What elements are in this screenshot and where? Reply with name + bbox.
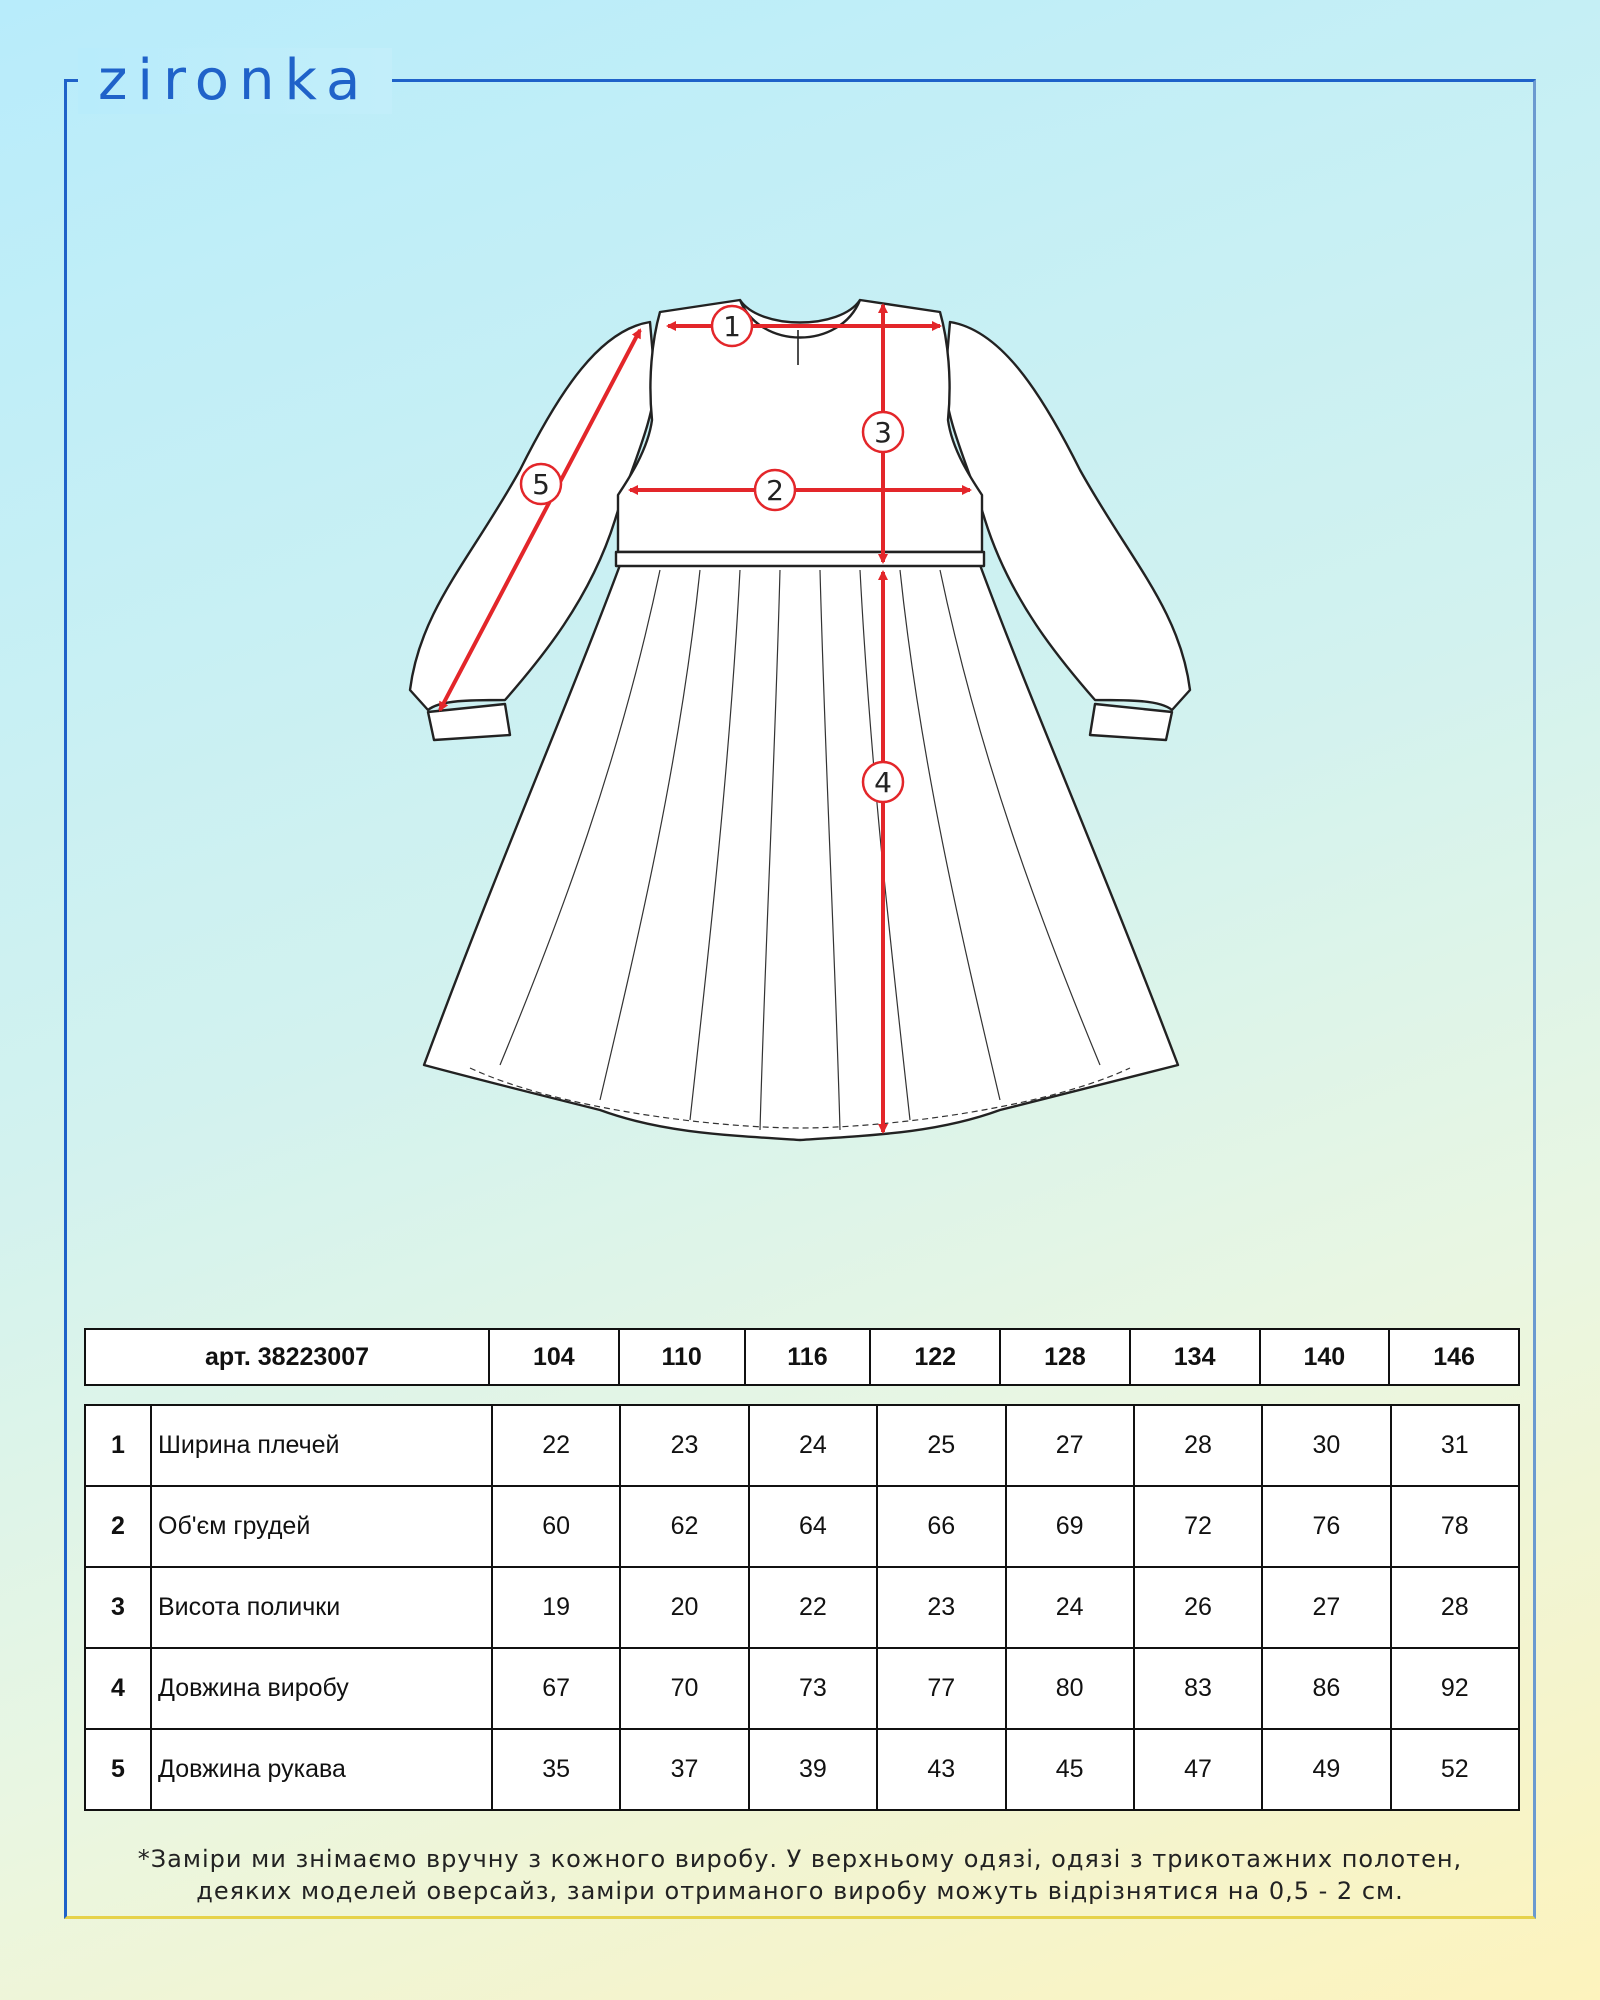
- measurement-value: 27: [1006, 1405, 1134, 1486]
- measurement-value: 77: [877, 1648, 1005, 1729]
- measurement-value: 64: [749, 1486, 877, 1567]
- measurement-value: 26: [1134, 1567, 1262, 1648]
- measurements-table: [84, 1404, 1520, 1811]
- measurement-value: 76: [1262, 1486, 1390, 1567]
- size-col: 116: [745, 1329, 871, 1385]
- measurement-value: 31: [1391, 1405, 1519, 1486]
- measurement-value: 86: [1262, 1648, 1390, 1729]
- size-col: 122: [870, 1329, 1000, 1385]
- measurement-value: 67: [492, 1648, 620, 1729]
- measurement-value: 35: [492, 1729, 620, 1810]
- measurement-value: 45: [1006, 1729, 1134, 1810]
- table-row: [85, 1729, 1519, 1810]
- measurement-value: 37: [620, 1729, 748, 1810]
- size-col: 134: [1130, 1329, 1260, 1385]
- measurement-value: 92: [1391, 1648, 1519, 1729]
- size-header-table: [84, 1328, 1520, 1386]
- measurement-value: 20: [620, 1567, 748, 1648]
- measurement-value: 28: [1391, 1567, 1519, 1648]
- measurement-value: 39: [749, 1729, 877, 1810]
- marker-2: [755, 470, 795, 510]
- size-col: 140: [1260, 1329, 1390, 1385]
- measurement-value: 25: [877, 1405, 1005, 1486]
- measurement-value: 28: [1134, 1405, 1262, 1486]
- measurement-value: 24: [749, 1405, 877, 1486]
- table-row: [85, 1405, 1519, 1486]
- svg-text:3: 3: [874, 416, 892, 449]
- right-cuff: [1090, 704, 1172, 740]
- row-number: 1: [85, 1405, 151, 1486]
- measurement-value: 69: [1006, 1486, 1134, 1567]
- measurement-value: 52: [1391, 1729, 1519, 1810]
- measurement-value: 70: [620, 1648, 748, 1729]
- measurement-value: 72: [1134, 1486, 1262, 1567]
- marker-5: [521, 464, 561, 504]
- measurement-value: 19: [492, 1567, 620, 1648]
- measurement-value: 23: [877, 1567, 1005, 1648]
- table-row: [85, 1486, 1519, 1567]
- measurement-value: 49: [1262, 1729, 1390, 1810]
- marker-3: [863, 412, 903, 452]
- measurement-value: 24: [1006, 1567, 1134, 1648]
- measurement-label: Ширина плечей: [151, 1405, 492, 1486]
- measurement-value: 62: [620, 1486, 748, 1567]
- brand-logo: zironka: [78, 48, 392, 114]
- measurement-label: Довжина рукава: [151, 1729, 492, 1810]
- measurement-label: Довжина виробу: [151, 1648, 492, 1729]
- footnote: [90, 1843, 1510, 1907]
- measurement-value: 73: [749, 1648, 877, 1729]
- measurement-value: 27: [1262, 1567, 1390, 1648]
- size-header-row: [85, 1329, 1519, 1385]
- measurement-value: 83: [1134, 1648, 1262, 1729]
- marker-4: [863, 762, 903, 802]
- table-row: [85, 1567, 1519, 1648]
- measurement-label: Об'єм грудей: [151, 1486, 492, 1567]
- size-col: 104: [489, 1329, 619, 1385]
- marker-1: [712, 306, 752, 346]
- measurement-value: 47: [1134, 1729, 1262, 1810]
- measurement-value: 66: [877, 1486, 1005, 1567]
- row-number: 3: [85, 1567, 151, 1648]
- dress-outline: [410, 300, 1190, 1140]
- svg-text:5: 5: [532, 468, 550, 501]
- row-number: 4: [85, 1648, 151, 1729]
- svg-text:4: 4: [874, 766, 892, 799]
- size-col: 146: [1389, 1329, 1519, 1385]
- measurement-value: 23: [620, 1405, 748, 1486]
- footnote-line-2: деяких моделей оверсайз, заміри отриманого виробу можуть відрізнятися на 0,5 - 2 см.: [196, 1877, 1404, 1905]
- measurement-label: Висота полички: [151, 1567, 492, 1648]
- measurement-value: 60: [492, 1486, 620, 1567]
- waistband: [616, 552, 984, 566]
- row-number: 5: [85, 1729, 151, 1810]
- measurement-value: 22: [492, 1405, 620, 1486]
- measurement-value: 78: [1391, 1486, 1519, 1567]
- svg-text:2: 2: [766, 474, 784, 507]
- measurement-value: 43: [877, 1729, 1005, 1810]
- size-col: 128: [1000, 1329, 1130, 1385]
- measurement-value: 22: [749, 1567, 877, 1648]
- row-number: 2: [85, 1486, 151, 1567]
- measurement-value: 80: [1006, 1648, 1134, 1729]
- svg-text:1: 1: [723, 310, 741, 343]
- measurement-value: 30: [1262, 1405, 1390, 1486]
- size-col: 110: [619, 1329, 745, 1385]
- table-row: [85, 1648, 1519, 1729]
- footnote-line-1: *Заміри ми знімаємо вручну з кожного виробу. У верхньому одязі, одязі з трикотажних полотен,: [137, 1845, 1463, 1873]
- article-number: арт. 38223007: [85, 1329, 489, 1385]
